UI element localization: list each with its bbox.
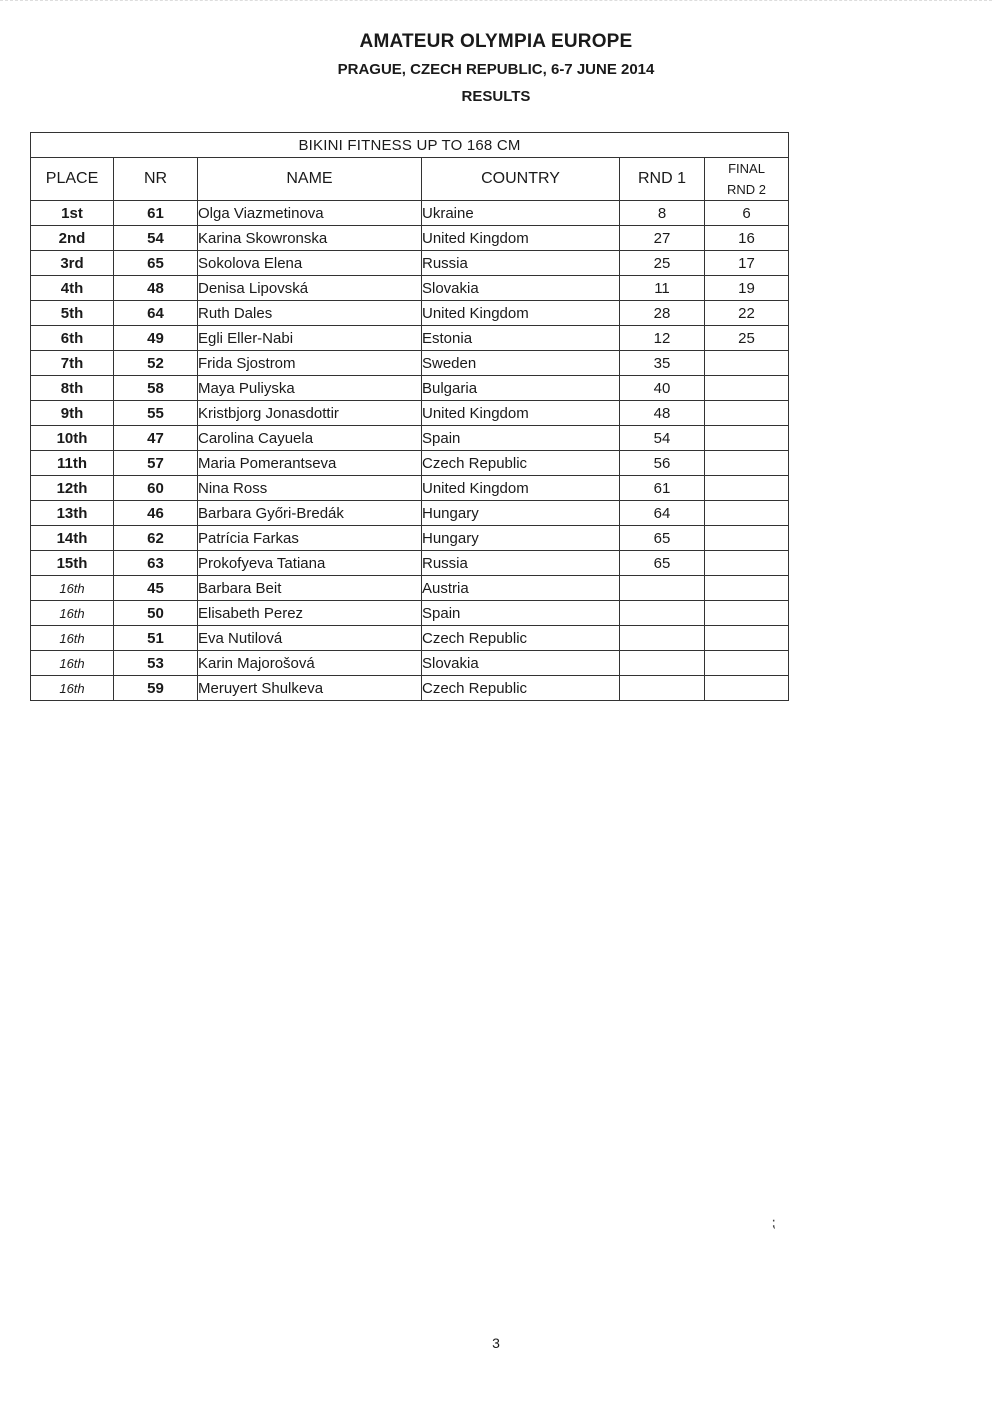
country-cell: Czech Republic [422, 626, 620, 651]
number-cell: 61 [114, 201, 198, 226]
number-cell: 50 [114, 601, 198, 626]
country-cell: Ukraine [422, 201, 620, 226]
scan-edge-line [0, 0, 992, 4]
final-round2-score-cell [705, 351, 789, 376]
number-cell: 52 [114, 351, 198, 376]
final-round2-score-cell [705, 501, 789, 526]
document-title: AMATEUR OLYMPIA EUROPE [359, 31, 633, 52]
country-cell: Czech Republic [422, 676, 620, 701]
table-row [31, 251, 789, 276]
table-row [31, 426, 789, 451]
table-row [31, 451, 789, 476]
final-round2-score-cell [705, 651, 789, 676]
name-cell: Meruyert Shulkeva [198, 676, 422, 701]
rnd2-label: RND 2 [727, 182, 767, 197]
document-subtitle: PRAGUE, CZECH REPUBLIC, 6-7 JUNE 2014 [337, 61, 655, 78]
final-round2-score-cell: 6 [705, 201, 789, 226]
round1-score-cell: 64 [620, 501, 705, 526]
final-round2-score-cell [705, 576, 789, 601]
name-cell: Ruth Dales [198, 301, 422, 326]
table-row [31, 551, 789, 576]
table-row [31, 626, 789, 651]
round1-score-cell: 28 [620, 301, 705, 326]
table-row [31, 676, 789, 701]
round1-score-cell: 11 [620, 276, 705, 301]
place-cell: 16th [31, 676, 114, 701]
name-cell: Maria Pomerantseva [198, 451, 422, 476]
table-row [31, 376, 789, 401]
round1-score-cell: 61 [620, 476, 705, 501]
table-row [31, 401, 789, 426]
name-cell: Olga Viazmetinova [198, 201, 422, 226]
place-cell: 8th [31, 376, 114, 401]
table-row [31, 351, 789, 376]
place-cell: 5th [31, 301, 114, 326]
round1-score-cell: 8 [620, 201, 705, 226]
name-cell: Patrícia Farkas [198, 526, 422, 551]
country-cell: Spain [422, 601, 620, 626]
table-row [31, 651, 789, 676]
country-cell: Slovakia [422, 276, 620, 301]
number-cell: 57 [114, 451, 198, 476]
final-round2-score-cell [705, 601, 789, 626]
place-cell: 12th [31, 476, 114, 501]
final-round2-score-cell [705, 376, 789, 401]
name-cell: Eva Nutilová [198, 626, 422, 651]
column-header-rnd1: RND 1 [620, 158, 705, 201]
place-cell: 10th [31, 426, 114, 451]
column-header-name: NAME [198, 158, 422, 201]
name-cell: Frida Sjostrom [198, 351, 422, 376]
place-cell: 16th [31, 651, 114, 676]
table-body [31, 201, 789, 701]
place-cell: 1st [31, 201, 114, 226]
country-cell: Sweden [422, 351, 620, 376]
round1-score-cell: 54 [620, 426, 705, 451]
name-cell: Karin Majorošová [198, 651, 422, 676]
round1-score-cell [620, 676, 705, 701]
name-cell: Barbara Beit [198, 576, 422, 601]
country-cell: Austria [422, 576, 620, 601]
column-header-place: PLACE [31, 158, 114, 201]
table-row [31, 301, 789, 326]
name-cell: Egli Eller-Nabi [198, 326, 422, 351]
table-row [31, 276, 789, 301]
place-cell: 15th [31, 551, 114, 576]
number-cell: 63 [114, 551, 198, 576]
round1-score-cell: 25 [620, 251, 705, 276]
place-cell: 14th [31, 526, 114, 551]
table-row [31, 576, 789, 601]
number-cell: 55 [114, 401, 198, 426]
name-cell: Elisabeth Perez [198, 601, 422, 626]
round1-score-cell: 40 [620, 376, 705, 401]
scan-mark: ⁏ [771, 1214, 776, 1230]
number-cell: 46 [114, 501, 198, 526]
country-cell: Russia [422, 551, 620, 576]
round1-score-cell [620, 601, 705, 626]
country-cell: Russia [422, 251, 620, 276]
final-round2-score-cell: 19 [705, 276, 789, 301]
name-cell: Barbara Győri-Bredák [198, 501, 422, 526]
round1-score-cell: 48 [620, 401, 705, 426]
final-round2-score-cell: 22 [705, 301, 789, 326]
final-round2-score-cell: 16 [705, 226, 789, 251]
final-round2-score-cell [705, 676, 789, 701]
column-header-final-rnd2 [705, 158, 789, 201]
final-round2-score-cell [705, 551, 789, 576]
country-cell: Spain [422, 426, 620, 451]
round1-score-cell: 35 [620, 351, 705, 376]
place-cell: 3rd [31, 251, 114, 276]
table-row [31, 526, 789, 551]
name-cell: Carolina Cayuela [198, 426, 422, 451]
results-table [30, 132, 789, 701]
round1-score-cell [620, 576, 705, 601]
name-cell: Nina Ross [198, 476, 422, 501]
place-cell: 16th [31, 601, 114, 626]
place-cell: 16th [31, 576, 114, 601]
name-cell: Maya Puliyska [198, 376, 422, 401]
number-cell: 58 [114, 376, 198, 401]
number-cell: 53 [114, 651, 198, 676]
country-cell: United Kingdom [422, 401, 620, 426]
country-cell: Estonia [422, 326, 620, 351]
round1-score-cell: 65 [620, 551, 705, 576]
place-cell: 11th [31, 451, 114, 476]
final-round2-score-cell [705, 426, 789, 451]
round1-score-cell: 56 [620, 451, 705, 476]
place-cell: 2nd [31, 226, 114, 251]
country-cell: Czech Republic [422, 451, 620, 476]
place-cell: 4th [31, 276, 114, 301]
number-cell: 54 [114, 226, 198, 251]
number-cell: 47 [114, 426, 198, 451]
place-cell: 6th [31, 326, 114, 351]
name-cell: Kristbjorg Jonasdottir [198, 401, 422, 426]
final-round2-score-cell [705, 476, 789, 501]
country-cell: United Kingdom [422, 476, 620, 501]
table-row [31, 201, 789, 226]
number-cell: 59 [114, 676, 198, 701]
column-header-nr: NR [114, 158, 198, 201]
page-number: 3 [492, 1335, 500, 1351]
table-row [31, 501, 789, 526]
number-cell: 65 [114, 251, 198, 276]
final-round2-score-cell [705, 401, 789, 426]
place-cell: 9th [31, 401, 114, 426]
number-cell: 62 [114, 526, 198, 551]
round1-score-cell [620, 651, 705, 676]
place-cell: 16th [31, 626, 114, 651]
number-cell: 64 [114, 301, 198, 326]
final-label: FINAL [728, 161, 765, 176]
table-row [31, 601, 789, 626]
final-round2-score-cell [705, 451, 789, 476]
name-cell: Prokofyeva Tatiana [198, 551, 422, 576]
country-cell: Hungary [422, 526, 620, 551]
round1-score-cell: 12 [620, 326, 705, 351]
country-cell: Hungary [422, 501, 620, 526]
name-cell: Karina Skowronska [198, 226, 422, 251]
table-row [31, 476, 789, 501]
round1-score-cell: 27 [620, 226, 705, 251]
country-cell: United Kingdom [422, 226, 620, 251]
section-heading: RESULTS [461, 88, 531, 105]
round1-score-cell: 65 [620, 526, 705, 551]
country-cell: United Kingdom [422, 301, 620, 326]
number-cell: 48 [114, 276, 198, 301]
column-header-row [31, 158, 789, 201]
table-row [31, 326, 789, 351]
country-cell: Slovakia [422, 651, 620, 676]
name-cell: Denisa Lipovská [198, 276, 422, 301]
final-round2-score-cell: 17 [705, 251, 789, 276]
place-cell: 7th [31, 351, 114, 376]
name-cell: Sokolova Elena [198, 251, 422, 276]
number-cell: 51 [114, 626, 198, 651]
number-cell: 60 [114, 476, 198, 501]
place-cell: 13th [31, 501, 114, 526]
column-header-country: COUNTRY [422, 158, 620, 201]
country-cell: Bulgaria [422, 376, 620, 401]
final-round2-score-cell [705, 526, 789, 551]
final-round2-score-cell [705, 626, 789, 651]
table-title: BIKINI FITNESS UP TO 168 CM [31, 133, 789, 158]
round1-score-cell [620, 626, 705, 651]
table-row [31, 226, 789, 251]
number-cell: 49 [114, 326, 198, 351]
number-cell: 45 [114, 576, 198, 601]
final-round2-score-cell: 25 [705, 326, 789, 351]
